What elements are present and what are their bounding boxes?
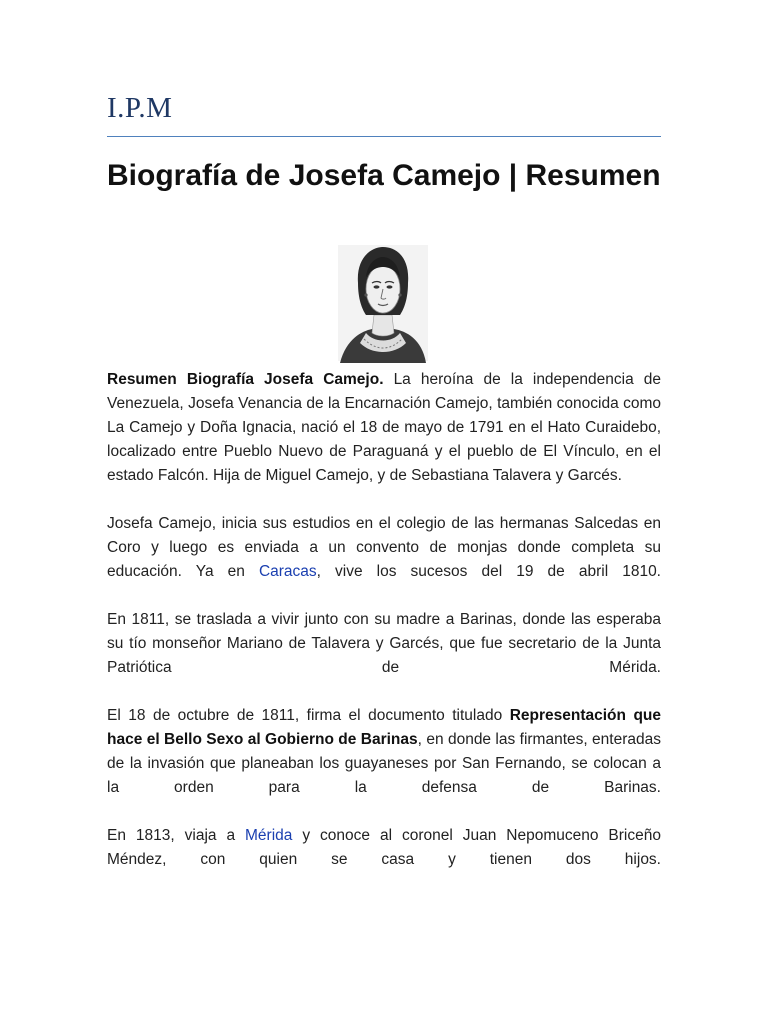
article-body [107, 368, 661, 896]
education-text-before: Josefa Camejo, inicia sus estudios en el colegio de las hermanas Salcedas en Coro y luego es enviada a un convento de monjas donde completa su educación. Ya en [107, 515, 661, 580]
intro-text: La heroína de la independencia de Venezuela, Josefa Venancia de la Encarnación Camejo, también conocida como La Camejo y Doña Ignacia, nació el 18 de mayo de 1791 en el Hato Curaidebo, localizado entre Pueblo Nuevo de Paraguaná y el pueblo de El Vínculo, en el estado Falcón. Hija de Miguel Camejo, y de Sebastiana Talavera y Garcés. [107, 371, 661, 484]
education-text-after: , vive los sucesos del 19 de abril 1810. [316, 563, 661, 580]
paragraph-representacion [107, 704, 661, 800]
article-title: Biografía de Josefa Camejo | Resumen [107, 159, 661, 192]
merida-text-after: y conoce al coronel Juan Nepomuceno Briceño Méndez, con quien se casa y tienen dos hijos. [107, 827, 661, 868]
paragraph-barinas: En 1811, se traslada a vivir junto con su madre a Barinas, donde las esperaba su tío monseñor Mariano de Talavera y Garcés, que fue secretario de la Junta Patriótica de Mérida. [107, 611, 661, 676]
representacion-document-title: Representación que hace el Bello Sexo al Gobierno de Barinas [107, 707, 661, 748]
paragraph-intro [107, 368, 661, 488]
paragraph-education [107, 512, 661, 584]
site-title: I.P.M [107, 92, 173, 124]
intro-lead: Resumen Biografía Josefa Camejo. [107, 371, 384, 388]
merida-text-before: En 1813, viaja a [107, 827, 246, 844]
link-merida[interactable]: Mérida [245, 827, 293, 844]
title-divider [107, 136, 661, 137]
representacion-text-after: , en donde las firmantes, enteradas de la invasión que planeaban los guayaneses por San Fernando, se colocan a la orden para la defensa de Barinas. [107, 731, 662, 796]
link-caracas[interactable]: Caracas [258, 563, 317, 580]
portrait-josefa-camejo [336, 243, 430, 363]
representacion-text-before: El 18 de octubre de 1811, firma el documento titulado [107, 707, 510, 724]
paragraph-merida [107, 824, 661, 872]
